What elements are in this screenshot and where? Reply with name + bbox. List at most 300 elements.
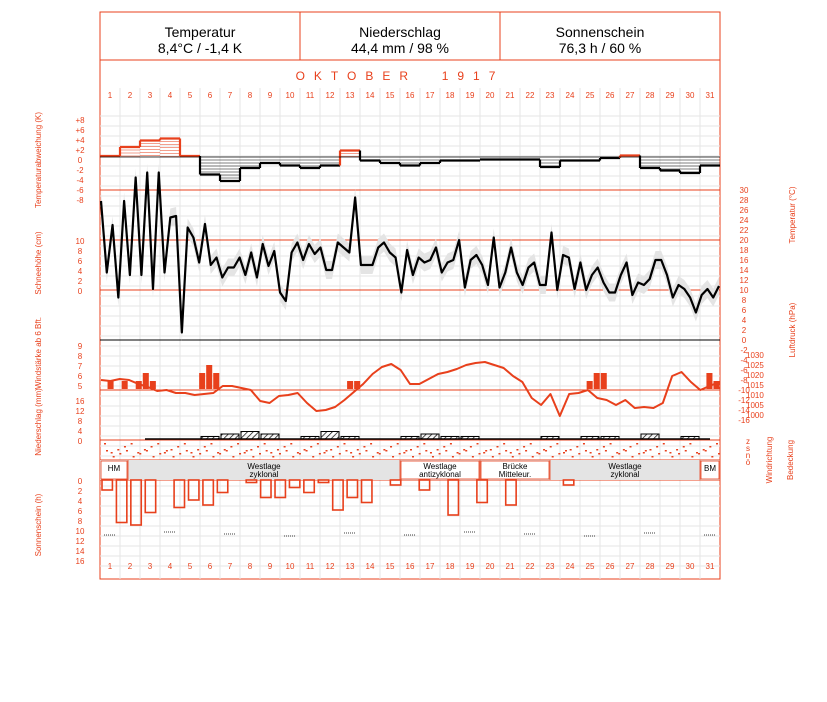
cloud-cover-dot (645, 450, 647, 452)
cloud-cover-dot (432, 456, 434, 458)
wind-direction-dot (304, 449, 306, 451)
sunshine-bar (362, 480, 372, 503)
day-label-top: 18 (445, 91, 455, 100)
weather-type-label: Westlage (608, 462, 642, 471)
tick-snow: 8 (77, 247, 83, 256)
tick-snow: 2 (77, 277, 83, 286)
cloud-cover-dot (465, 450, 467, 452)
cloud-cover-dot (139, 453, 141, 455)
tick-temp-anomaly: -8 (76, 196, 84, 205)
tick-pressure: 1030 (746, 351, 764, 360)
day-label-bottom: 14 (365, 562, 375, 571)
wind-direction-dot (530, 443, 532, 445)
wind-direction-dot (470, 446, 472, 448)
day-label-top: 29 (665, 91, 675, 100)
day-label-bottom: 2 (127, 562, 133, 571)
day-label-top: 21 (505, 91, 515, 100)
cloud-cover-dot (113, 456, 115, 458)
cloud-cover-dot (319, 453, 321, 455)
tick-temperature: 14 (739, 266, 749, 275)
weather-type-sublabel: zyklonal (249, 470, 279, 479)
day-label-bottom: 12 (325, 562, 335, 571)
cloud-cover-dot (472, 456, 474, 458)
wind-direction-dot (370, 443, 372, 445)
cloud-cover-dot (459, 453, 461, 455)
tick-temperature: 2 (741, 326, 747, 335)
wind-direction-dot (510, 452, 512, 454)
cloud-cover-dot (419, 453, 421, 455)
wind-direction-dot (310, 446, 312, 448)
cloud-cover-dot (439, 453, 441, 455)
tick-snow: 10 (75, 237, 85, 246)
wind-direction-dot (636, 443, 638, 445)
wind-direction-dot (496, 446, 498, 448)
wind-bar (199, 373, 205, 389)
cloud-cover-dot (339, 453, 341, 455)
wind-direction-dot (363, 446, 365, 448)
tick-temperature: 30 (739, 186, 749, 195)
day-label-bottom: 11 (305, 562, 315, 571)
day-label-bottom: 15 (385, 562, 395, 571)
cloud-cover-dot (332, 456, 334, 458)
cloud-cover-dot (558, 453, 560, 455)
tick-sunshine: 12 (75, 537, 85, 546)
wind-direction-dot (204, 446, 206, 448)
day-label-bottom: 8 (247, 562, 253, 571)
weather-type-label: HM (107, 464, 121, 473)
wind-direction-dot (423, 443, 425, 445)
sunshine-bar (203, 480, 213, 505)
cloud-cover-dot (492, 456, 494, 458)
wind-direction-dot (689, 443, 691, 445)
summary-sunshine-value: 76,3 h / 60 % (558, 40, 642, 56)
wind-direction-dot (716, 443, 718, 445)
tick-sunshine: 16 (75, 557, 85, 566)
tick-temp-anomaly: -6 (76, 186, 84, 195)
summary-sunshine-label: Sonnenschein (555, 24, 645, 40)
wind-direction-dot (357, 449, 359, 451)
wind-direction-dot (590, 452, 592, 454)
cloud-cover-dot (345, 450, 347, 452)
tick-sunshine: 6 (77, 507, 83, 516)
sunshine-bar (506, 480, 516, 505)
cloud-cover-dot (525, 450, 527, 452)
sunshine-bar (390, 480, 400, 485)
wind-direction-dot (550, 446, 552, 448)
day-label-top: 2 (127, 91, 133, 100)
wind-bar (594, 373, 600, 389)
cloud-cover-dot (385, 450, 387, 452)
cloud-cover-dot (452, 456, 454, 458)
wind-direction-dot (703, 449, 705, 451)
wind-direction-dot (649, 449, 651, 451)
day-label-top: 10 (285, 91, 295, 100)
tick-snow: 0 (77, 287, 83, 296)
tick-precip: 4 (77, 427, 83, 436)
day-label-top: 11 (305, 91, 315, 100)
day-label-top: 6 (207, 91, 213, 100)
tick-pressure: 1020 (746, 371, 764, 380)
tick-temp-anomaly: 0 (77, 156, 83, 165)
wind-direction-dot (623, 449, 625, 451)
cloud-cover-dot (498, 453, 500, 455)
summary-temperature-value: 8,4°C / -1,4 K (157, 40, 243, 56)
day-label-bottom: 13 (345, 562, 355, 571)
cloud-cover-dot (585, 450, 587, 452)
day-label-top: 1 (107, 91, 113, 100)
weather-type-label: BM (704, 464, 716, 473)
wind-direction-dot (603, 446, 605, 448)
cloud-cover-dot (179, 453, 181, 455)
cloud-cover-dot (173, 456, 175, 458)
day-label-top: 23 (545, 91, 555, 100)
day-label-top: 12 (325, 91, 335, 100)
wind-direction-dot (224, 449, 226, 451)
wind-bar (206, 365, 212, 389)
tick-temperature: 4 (741, 316, 747, 325)
sunshine-bar (563, 480, 573, 485)
cloud-cover-dot (379, 453, 381, 455)
tick-temp-anomaly: +6 (75, 126, 85, 135)
tick-sunshine: 8 (77, 517, 83, 526)
cloud-cover-dot (578, 453, 580, 455)
tick-wind: 7 (77, 362, 83, 371)
axis-title-wind: Windstärke ab 6 Bft. (34, 316, 43, 390)
tick-pressure: 1025 (746, 361, 764, 370)
wind-direction-dot (330, 449, 332, 451)
wind-direction-dot (463, 449, 465, 451)
cloud-cover-dot (512, 456, 514, 458)
tick-temperature: 22 (739, 226, 749, 235)
weather-type-sublabel: zyklonal (610, 470, 640, 479)
wind-direction-dot (337, 446, 339, 448)
tick-wind-direction: s (746, 444, 750, 453)
day-label-bottom: 6 (207, 562, 213, 571)
cloud-cover-dot (106, 450, 108, 452)
cloud-cover-dot (299, 453, 301, 455)
wind-direction-dot (583, 443, 585, 445)
cloud-cover-dot (718, 453, 720, 455)
axis-title-sunshine: Sonnenschein (h) (34, 493, 43, 557)
day-label-bottom: 26 (605, 562, 615, 571)
sunshine-bar (246, 480, 256, 483)
cloud-cover-dot (306, 450, 308, 452)
wind-bar (122, 381, 128, 389)
day-label-top: 27 (625, 91, 635, 100)
wind-direction-dot (709, 446, 711, 448)
day-label-bottom: 29 (665, 562, 675, 571)
day-label-bottom: 7 (227, 562, 233, 571)
cloud-cover-dot (272, 456, 274, 458)
wind-direction-dot (443, 446, 445, 448)
cloud-cover-dot (365, 450, 367, 452)
cloud-cover-dot (359, 453, 361, 455)
wind-direction-dot (124, 446, 126, 448)
wind-direction-dot (197, 449, 199, 451)
day-label-top: 22 (525, 91, 535, 100)
day-label-bottom: 10 (285, 562, 295, 571)
cloud-cover-dot (618, 453, 620, 455)
cloud-cover-dot (532, 456, 534, 458)
cloud-cover-dot (286, 450, 288, 452)
wind-direction-dot (669, 452, 671, 454)
wind-direction-dot (576, 446, 578, 448)
cloud-cover-dot (479, 453, 481, 455)
wind-direction-dot (230, 446, 232, 448)
day-label-top: 17 (425, 91, 435, 100)
wind-direction-dot (177, 446, 179, 448)
tick-wind-direction: z (746, 437, 750, 446)
wind-direction-dot (417, 446, 419, 448)
wind-direction-dot (250, 449, 252, 451)
tick-pressure: 1015 (746, 381, 764, 390)
day-label-bottom: 27 (625, 562, 635, 571)
wind-direction-dot (184, 443, 186, 445)
wind-direction-dot (270, 452, 272, 454)
day-label-bottom: 18 (445, 562, 455, 571)
day-label-top: 15 (385, 91, 395, 100)
wind-direction-dot (477, 443, 479, 445)
cloud-cover-dot (405, 450, 407, 452)
summary-precipitation-label: Niederschlag (359, 24, 441, 40)
day-label-top: 14 (365, 91, 375, 100)
wind-direction-dot (397, 443, 399, 445)
cloud-cover-dot (246, 450, 248, 452)
day-label-bottom: 24 (565, 562, 575, 571)
day-label-bottom: 1 (107, 562, 113, 571)
day-label-top: 19 (465, 91, 475, 100)
cloud-cover-dot (279, 453, 281, 455)
day-label-bottom: 3 (147, 562, 153, 571)
cloud-cover-dot (691, 456, 693, 458)
wind-direction-dot (696, 452, 698, 454)
tick-temperature: -4 (740, 356, 748, 365)
sunshine-bar (419, 480, 429, 490)
wind-direction-dot (656, 446, 658, 448)
tick-temperature: 8 (741, 296, 747, 305)
day-label-top: 4 (167, 91, 173, 100)
wind-bar (587, 381, 593, 389)
cloud-cover-dot (239, 453, 241, 455)
tick-snow: 4 (77, 267, 83, 276)
weather-type-label: Brücke (502, 462, 528, 471)
wind-direction-dot (570, 449, 572, 451)
cloud-cover-dot (399, 453, 401, 455)
wind-direction-dot (383, 449, 385, 451)
wind-direction-dot (324, 452, 326, 454)
wind-bar (713, 381, 719, 389)
wind-direction-dot (297, 452, 299, 454)
wind-direction-dot (503, 443, 505, 445)
tick-temperature: -14 (738, 406, 750, 415)
wind-direction-dot (516, 449, 518, 451)
day-label-bottom: 28 (645, 562, 655, 571)
tick-snow: 6 (77, 257, 83, 266)
cloud-cover-dot (186, 450, 188, 452)
tick-pressure: 1000 (746, 411, 764, 420)
cloud-cover-dot (671, 456, 673, 458)
axis-title-precip: Niederschlag (mm) (34, 388, 43, 456)
wind-direction-dot (563, 452, 565, 454)
tick-wind: 9 (77, 342, 83, 351)
wind-direction-dot (450, 443, 452, 445)
wind-direction-dot (144, 449, 146, 451)
wind-bar (108, 381, 114, 389)
precip-bar (321, 432, 339, 440)
tick-precip: 0 (77, 437, 83, 446)
day-label-top: 28 (645, 91, 655, 100)
cloud-cover-dot (445, 450, 447, 452)
day-label-bottom: 19 (465, 562, 475, 571)
tick-wind-direction: n (745, 451, 751, 460)
tick-temp-anomaly: +2 (75, 146, 85, 155)
day-label-bottom: 22 (525, 562, 535, 571)
tick-wind-direction: ö (745, 458, 751, 467)
sunshine-bar (477, 480, 487, 503)
tick-pressure: 1010 (746, 391, 764, 400)
day-label-top: 9 (267, 91, 273, 100)
sunshine-bar (174, 480, 184, 508)
tick-sunshine: 14 (75, 547, 85, 556)
wind-direction-dot (290, 443, 292, 445)
axis-title-wind-direction: Windrichtung (765, 436, 774, 484)
tick-temp-anomaly: +4 (75, 136, 85, 145)
tick-wind: 6 (77, 372, 83, 381)
cloud-cover-dot (665, 450, 667, 452)
day-label-top: 26 (605, 91, 615, 100)
axis-title-temperature: Temperatur (°C) (788, 186, 797, 244)
wind-direction-dot (264, 443, 266, 445)
precip-bar (221, 434, 239, 439)
tick-precip: 8 (77, 417, 83, 426)
cloud-cover-dot (518, 453, 520, 455)
month-title: OKTOBER 1917 (295, 69, 505, 83)
wind-direction-dot (663, 443, 665, 445)
cloud-cover-dot (126, 450, 128, 452)
wind-direction-dot (643, 452, 645, 454)
wind-direction-dot (556, 443, 558, 445)
day-label-top: 16 (405, 91, 415, 100)
cloud-cover-dot (192, 456, 194, 458)
tick-temp-anomaly: -2 (76, 166, 84, 175)
wind-direction-dot (244, 452, 246, 454)
cloud-cover-dot (505, 450, 507, 452)
axis-title-snow: Schneehöhe (cm) (34, 231, 43, 295)
tick-precip: 12 (75, 407, 85, 416)
cloud-cover-dot (259, 453, 261, 455)
day-label-top: 20 (485, 91, 495, 100)
cloud-cover-dot (565, 450, 567, 452)
wind-direction-dot (277, 449, 279, 451)
cloud-cover-dot (159, 453, 161, 455)
tick-sunshine: 4 (77, 497, 83, 506)
tick-temperature: -8 (740, 376, 748, 385)
cloud-cover-dot (312, 456, 314, 458)
wind-direction-dot (536, 452, 538, 454)
wind-direction-dot (317, 443, 319, 445)
weather-type-label: Westlage (423, 462, 457, 471)
wind-direction-dot (343, 443, 345, 445)
tick-temperature: -6 (740, 366, 748, 375)
tick-sunshine: 2 (77, 487, 83, 496)
day-label-top: 31 (705, 91, 715, 100)
tick-temperature: 0 (741, 336, 747, 345)
cloud-cover-dot (292, 456, 294, 458)
cloud-cover-dot (266, 450, 268, 452)
cloud-cover-dot (638, 453, 640, 455)
day-label-bottom: 20 (485, 562, 495, 571)
tick-temperature: -2 (740, 346, 748, 355)
wind-direction-dot (284, 446, 286, 448)
wind-direction-dot (117, 449, 119, 451)
wind-direction-dot (350, 452, 352, 454)
cloud-cover-dot (326, 450, 328, 452)
wind-direction-dot (437, 449, 439, 451)
wind-direction-dot (490, 449, 492, 451)
cloud-cover-dot (392, 456, 394, 458)
tick-temperature: -16 (738, 416, 750, 425)
cloud-cover-dot (425, 450, 427, 452)
cloud-cover-dot (658, 453, 660, 455)
wind-direction-dot (457, 452, 459, 454)
cloud-cover-dot (153, 456, 155, 458)
cloud-cover-dot (625, 450, 627, 452)
wind-direction-dot (610, 443, 612, 445)
cloud-cover-dot (632, 456, 634, 458)
wind-direction-dot (616, 452, 618, 454)
cloud-cover-dot (212, 456, 214, 458)
sunshine-bar (448, 480, 458, 515)
tick-temperature: 28 (739, 196, 749, 205)
weather-type-sublabel: Mitteleur. (498, 470, 532, 479)
tick-wind: 8 (77, 352, 83, 361)
wind-direction-dot (377, 452, 379, 454)
cloud-cover-dot (133, 456, 135, 458)
day-label-bottom: 16 (405, 562, 415, 571)
tick-temperature: 10 (739, 286, 749, 295)
pressure-line (101, 362, 719, 416)
tick-temperature: 20 (739, 236, 749, 245)
sunshine-bar (347, 480, 357, 498)
day-label-bottom: 4 (167, 562, 173, 571)
cloud-cover-dot (226, 450, 228, 452)
tick-wind: 5 (77, 382, 83, 391)
tick-temperature: 12 (739, 276, 749, 285)
wind-direction-dot (483, 452, 485, 454)
cloud-cover-dot (199, 453, 201, 455)
cloud-cover-dot (538, 453, 540, 455)
cloud-cover-dot (651, 456, 653, 458)
cloud-cover-dot (572, 456, 574, 458)
cloud-cover-dot (232, 456, 234, 458)
summary-precipitation-value: 44,4 mm / 98 % (350, 40, 450, 56)
precip-bar (641, 434, 659, 439)
tick-temp-anomaly: -4 (76, 176, 84, 185)
tick-temperature: 18 (739, 246, 749, 255)
wind-direction-dot (403, 452, 405, 454)
wind-direction-dot (683, 446, 685, 448)
cloud-cover-dot (678, 453, 680, 455)
day-label-top: 8 (247, 91, 253, 100)
day-label-top: 13 (345, 91, 355, 100)
wind-direction-dot (237, 443, 239, 445)
wind-direction-dot (171, 449, 173, 451)
wind-direction-dot (157, 443, 159, 445)
day-label-top: 3 (147, 91, 153, 100)
cloud-cover-dot (552, 456, 554, 458)
wind-direction-dot (111, 452, 113, 454)
precip-bar (261, 434, 279, 439)
